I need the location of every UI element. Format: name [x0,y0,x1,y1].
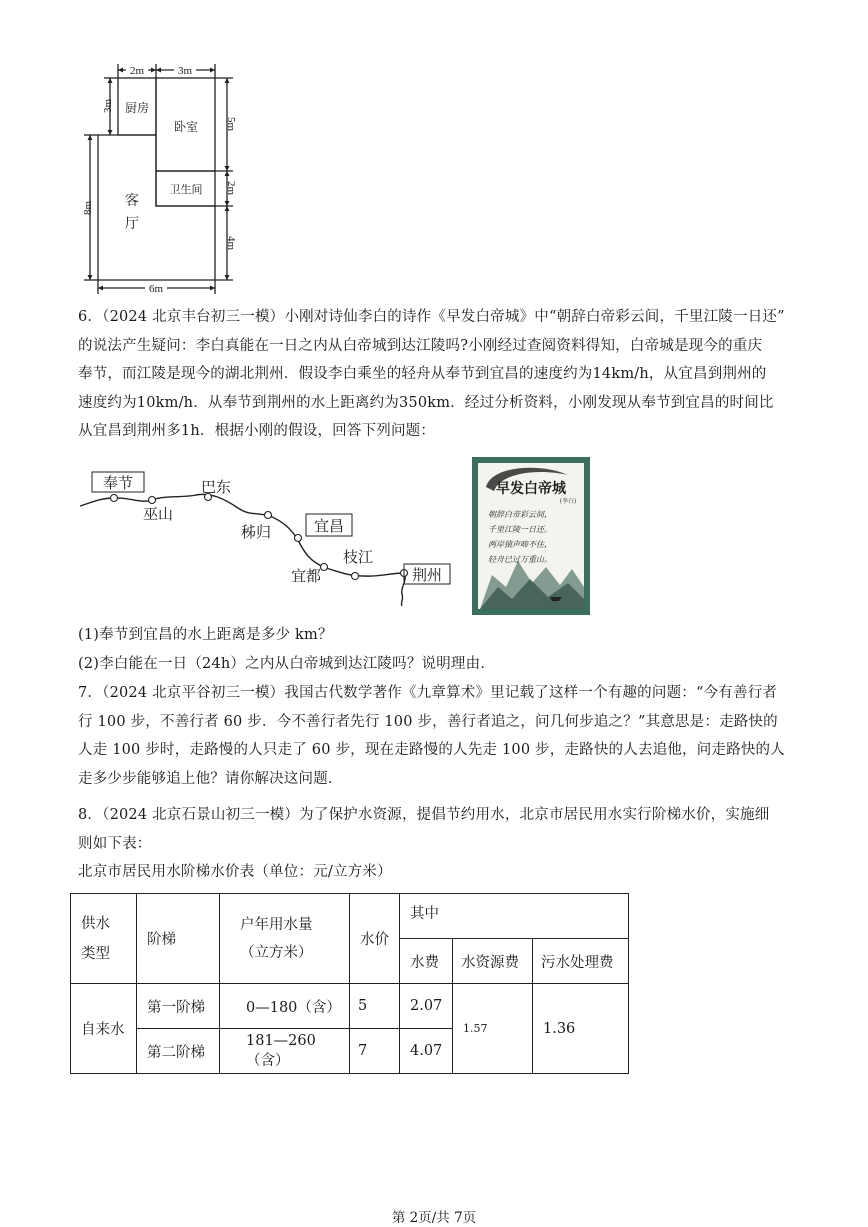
q7-line: 走多少步能够追上他？请你解决这问题． [78,770,343,787]
yidu-marker [321,564,328,571]
dim-total-width: 6m [148,283,164,295]
poem-line: 朝辞白帝彩云间， [488,510,552,519]
supply-type-cell: 自来水 [71,984,137,1074]
wushan-label: 巫山 [142,505,174,523]
tier-cell: 第一阶梯 [137,984,220,1029]
usage-cell: 181—260（含） [220,1029,350,1074]
living-room [98,135,215,280]
yidu-label: 宜都 [290,567,322,585]
sewage-fee-cell: 1.36 [533,984,629,1074]
q6-subquestion-1: (1)奉节到宜昌的水上距离是多少 km？ [78,627,333,643]
dim-bathroom-height: 2m [225,180,237,196]
dim-lower-height: 4m [225,235,237,251]
living-label-a: 客 [125,193,139,209]
q7-line: 行 100 步，不善行者 60 步．今不善行者先行 100 步，善行者追之，问几何步追之？”其意思是：走路快的 [78,713,778,730]
header-usage: 户年用水量 （立方米） [220,894,350,984]
living-label-b: 厅 [125,216,139,232]
tier-cell: 第二阶梯 [137,1029,220,1074]
header-supply-type: 供水 类型 [71,894,137,984]
q7-line: 7．（2024 北京平谷初三一模）我国古代数学著作《九章算术》里记载了这样一个有趣的问题：“今有善行者 [78,685,778,701]
table-caption: 北京市居民用水阶梯水价表（单位：元/立方米） [78,864,392,880]
resource-fee-cell: 1.57 [453,984,533,1074]
poem-line: 轻舟已过万重山。 [488,555,552,564]
water-price-table [70,893,629,1074]
zigui-marker [265,512,272,519]
q7-line: 人走 100 步时，走路慢的人只走了 60 步，现在走路慢的人先走 100 步，走路快的人去追他，问走路快的人 [78,742,785,758]
page-footer: 第 2页/共 7页 [391,1210,477,1226]
dim-kitchen-width: 2m [129,65,145,77]
q6-line: 6．（2024 北京丰台初三一模）小刚对诗仙李白的诗作《早发白帝城》中“朝辞白帝彩云间，千里江陵一日还” [78,309,785,325]
question-6-text [78,303,796,446]
header-among: 其中 [400,894,629,939]
header-price: 水价 [350,894,400,984]
kitchen-label: 厨房 [124,101,150,115]
poem-author: (李白) [559,498,577,505]
price-cell: 7 [350,1029,400,1074]
bathroom-label: 卫生间 [169,183,203,196]
jingzhou-label: 荆州 [411,566,443,584]
header-tier: 阶梯 [137,894,220,984]
q8-line: 则如下表： [78,835,152,852]
table-row [71,984,629,1029]
q6-line: 的说法产生疑问：李白真能在一日之内从白帝城到达江陵吗?小刚经过查阅资料得知，白帝城是现今的重庆 [78,337,763,354]
fengjie-marker [111,495,118,502]
q6-line: 奉节，而江陵是现今的湖北荆州．假设李白乘坐的轻舟从奉节到宜昌的速度约为14km/h，从宜昌到荆州的 [78,366,767,382]
question-8-text [78,801,796,887]
yichang-label: 宜昌 [313,517,345,535]
question-6-subquestions [78,621,796,678]
zigui-label: 秭归 [240,523,272,541]
q8-line: 8．（2024 北京石景山初三一模）为了保护水资源，提倡节约用水，北京市居民用水实行阶梯水价，实施细 [78,807,770,823]
wushan-marker [149,497,156,504]
water-fee-cell: 4.07 [400,1029,453,1074]
header-water-fee: 水费 [400,939,453,984]
header-resource-fee: 水资源费 [453,939,533,984]
yichang-marker [295,535,302,542]
poem-illustration [472,457,590,615]
poem-title: 早发白帝城 [496,481,566,497]
badong-label: 巴东 [200,478,232,496]
bedroom-label: 卧室 [173,120,199,134]
fengjie-label: 奉节 [102,474,134,492]
dim-bedroom-width: 3m [177,65,193,77]
q6-line: 从宜昌到荆州多1h．根据小刚的假设，回答下列问题： [78,423,436,439]
zhijiang-marker [352,573,359,580]
water-fee-cell: 2.07 [400,984,453,1029]
dim-bedroom-height: 5m [225,116,237,132]
dim-living-height: 8m [82,200,94,216]
zhijiang-label: 枝江 [342,548,374,566]
q6-line: 速度约为10km/h．从奉节到荆州的水上距离约为350km．经过分析资料，小刚发现从奉节到宜昌的时间比 [78,394,774,411]
q6-subquestion-2: (2)李白能在一日（24h）之内从白帝城到达江陵吗？说明理由． [78,655,496,672]
river-route-map [78,460,458,610]
floor-plan-figure [70,58,250,303]
question-7-text [78,679,796,793]
poem-line: 两岸猿声啼不住， [488,540,552,549]
poem-line: 千里江陵一日还。 [488,525,552,534]
dim-kitchen-height: 3m [102,98,114,114]
header-sewage-fee: 污水处理费 [533,939,629,984]
usage-cell: 0—180（含） [220,984,350,1029]
price-cell: 5 [350,984,400,1029]
